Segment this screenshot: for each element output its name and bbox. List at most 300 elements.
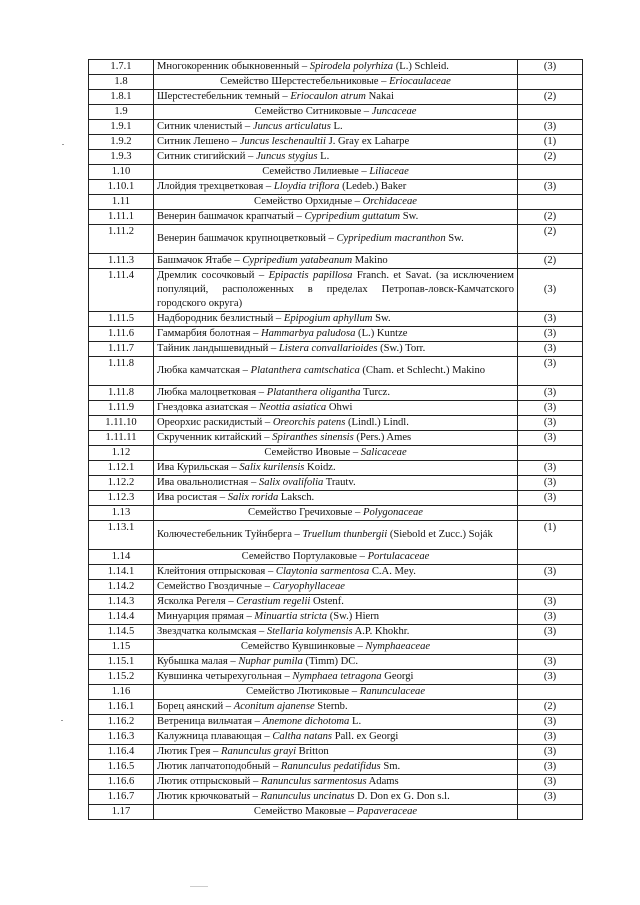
latin-name: Ranunculus grayi	[220, 746, 297, 757]
species-row	[89, 595, 583, 610]
species-row	[89, 431, 583, 446]
status-category	[518, 506, 583, 521]
status-category: (3)	[518, 60, 583, 75]
family-row	[89, 105, 583, 120]
latin-name: Nuphar pumila	[238, 656, 303, 667]
russian-name: Колючестебельник Туйнберга	[157, 529, 292, 540]
russian-name: Венерин башмачок крапчатый	[157, 211, 294, 222]
status-category: (3)	[518, 461, 583, 476]
row-number: 1.9.2	[89, 135, 154, 150]
species-row	[89, 60, 583, 75]
status-category	[518, 195, 583, 210]
status-category	[518, 446, 583, 461]
species-name: Звездчатка колымская – Stellaria kolymensis A.P. Khokhr.	[154, 625, 518, 640]
latin-name: Ranunculus sarmentosus	[260, 776, 367, 787]
russian-name: Ллойдия трехцветковая	[157, 181, 264, 192]
row-number: 1.9.3	[89, 150, 154, 165]
species-row	[89, 476, 583, 491]
species-name: Семейство Гвоздичные – Caryophyllaceae	[154, 580, 518, 595]
family-name: Семейство Орхидные – Orchidaceae	[154, 195, 518, 210]
status-category: (3)	[518, 760, 583, 775]
status-category: (3)	[518, 595, 583, 610]
row-number: 1.16.4	[89, 745, 154, 760]
species-table	[88, 59, 583, 820]
status-category: (2)	[518, 700, 583, 715]
status-category: (3)	[518, 745, 583, 760]
row-number: 1.11.1	[89, 210, 154, 225]
row-number: 1.15	[89, 640, 154, 655]
latin-name: Platanthera oligantha	[266, 387, 361, 398]
species-name: Кубышка малая – Nuphar pumila (Timm) DC.	[154, 655, 518, 670]
family-row	[89, 195, 583, 210]
russian-name: Ситник членистый	[157, 121, 243, 132]
status-category: (3)	[518, 386, 583, 401]
russian-name: Ореорхис раскидистый	[157, 417, 263, 428]
latin-name: Ranunculaceae	[359, 686, 426, 697]
author-citation: Makino	[352, 255, 388, 266]
species-name: Ситник стигийский – Juncus stygius L.	[154, 150, 518, 165]
species-row	[89, 90, 583, 105]
latin-name: Ranunculus uncinatus	[260, 791, 355, 802]
russian-name: Семейство Ситниковые	[254, 106, 362, 117]
status-category: (1)	[518, 521, 583, 550]
author-citation: C.A. Mey.	[369, 566, 416, 577]
row-number: 1.14.5	[89, 625, 154, 640]
latin-name: Listera convallarioides	[278, 343, 378, 354]
latin-name: Cerastium regelii	[236, 596, 311, 607]
status-category: (3)	[518, 790, 583, 805]
row-number: 1.16.7	[89, 790, 154, 805]
latin-name: Truellum thunbergii	[302, 529, 388, 540]
russian-name: Семейство Ивовые	[264, 447, 351, 458]
species-name: Башмачок Ятабе – Cypripedium yatabeanum Makino	[154, 254, 518, 269]
russian-name: Ива Курильская	[157, 462, 229, 473]
species-row	[89, 401, 583, 416]
species-row	[89, 269, 583, 312]
species-name: Лютик лапчатоподобный – Ranunculus pedatifidus Sm.	[154, 760, 518, 775]
russian-name: Тайник ландышевидный	[157, 343, 269, 354]
species-table-body	[89, 60, 583, 820]
row-number: 1.11	[89, 195, 154, 210]
status-category: (3)	[518, 120, 583, 135]
species-name: Дремлик сосочковый – Epipactis papillosa Franch. et Savat. (за исключением популяций, расположенных в пределах Петропав-ловск-Камчатского городского округа)	[154, 269, 518, 312]
status-category: (3)	[518, 312, 583, 327]
author-citation: Laksch.	[278, 492, 315, 503]
species-name: Гнездовка азиатская – Neottia asiatica Ohwi	[154, 401, 518, 416]
russian-name: Борец аянский	[157, 701, 224, 712]
species-row	[89, 565, 583, 580]
species-table-page	[88, 59, 582, 820]
species-name: Калужница плавающая – Caltha natans Pall. ex Georgi	[154, 730, 518, 745]
russian-name: Ива росистая	[157, 492, 218, 503]
status-category: (2)	[518, 254, 583, 269]
row-number: 1.12.2	[89, 476, 154, 491]
russian-name: Ясколка Регеля	[157, 596, 226, 607]
species-row	[89, 180, 583, 195]
russian-name: Кувшинка четырехугольная	[157, 671, 282, 682]
row-number: 1.11.6	[89, 327, 154, 342]
author-citation: Britton	[296, 746, 329, 757]
family-name: Семейство Кувшинковые – Nymphaeaceae	[154, 640, 518, 655]
species-name: Многокоренник обыкновенный – Spirodela polyrhiza (L.) Schleid.	[154, 60, 518, 75]
species-name: Колючестебельник Туйнберга – Truellum thunbergii (Siebold et Zucc.) Soják	[154, 521, 518, 550]
species-row	[89, 715, 583, 730]
russian-name: Многокоренник обыкновенный	[157, 61, 300, 72]
status-category: (3)	[518, 565, 583, 580]
russian-name: Скрученник китайский	[157, 432, 262, 443]
row-number: 1.12.1	[89, 461, 154, 476]
status-category: (3)	[518, 180, 583, 195]
row-number: 1.10	[89, 165, 154, 180]
row-number: 1.14.2	[89, 580, 154, 595]
latin-name: Stellaria kolymensis	[266, 626, 353, 637]
latin-name: Salix rorida	[227, 492, 279, 503]
latin-name: Polygonaceae	[362, 507, 423, 518]
species-name: Ива овальнолистная – Salix ovalifolia Trautv.	[154, 476, 518, 491]
family-name: Семейство Лютиковые – Ranunculaceae	[154, 685, 518, 700]
row-number: 1.15.1	[89, 655, 154, 670]
species-name: Любка камчатская – Platanthera camtschatica (Cham. et Schlecht.) Makino	[154, 357, 518, 386]
row-number: 1.11.4	[89, 269, 154, 312]
author-citation: (Siebold et Zucc.) Soják	[387, 529, 493, 540]
russian-name: Лютик лапчатоподобный	[157, 761, 271, 772]
status-category: (3)	[518, 670, 583, 685]
status-category: (3)	[518, 401, 583, 416]
russian-name: Шерстестебельник темный	[157, 91, 280, 102]
species-name: Ветреница вильчатая – Anemone dichotoma L.	[154, 715, 518, 730]
species-row	[89, 730, 583, 745]
status-category: (3)	[518, 655, 583, 670]
author-citation: (Cham. et Schlecht.) Makino	[359, 365, 486, 376]
species-row	[89, 461, 583, 476]
latin-name: Spiranthes sinensis	[272, 432, 354, 443]
status-category: (2)	[518, 225, 583, 254]
status-category: (3)	[518, 715, 583, 730]
scan-speck	[62, 144, 64, 145]
species-row	[89, 670, 583, 685]
row-number: 1.14.1	[89, 565, 154, 580]
status-category	[518, 75, 583, 90]
species-row	[89, 775, 583, 790]
author-citation: Sm.	[380, 761, 401, 772]
status-category: (3)	[518, 775, 583, 790]
latin-name: Hammarbya paludosa	[260, 328, 356, 339]
species-row	[89, 357, 583, 386]
status-category	[518, 640, 583, 655]
russian-name: Семейство Лилиевые	[262, 166, 359, 177]
russian-name: Семейство Кувшинковые	[240, 641, 355, 652]
row-number: 1.11.7	[89, 342, 154, 357]
row-number: 1.16.2	[89, 715, 154, 730]
row-number: 1.11.8	[89, 357, 154, 386]
row-number: 1.9.1	[89, 120, 154, 135]
status-category: (1)	[518, 135, 583, 150]
species-row	[89, 150, 583, 165]
row-number: 1.17	[89, 805, 154, 820]
latin-name: Salix kurilensis	[239, 462, 305, 473]
row-number: 1.11.11	[89, 431, 154, 446]
family-name: Семейство Лилиевые – Liliaceae	[154, 165, 518, 180]
author-citation: (Pers.) Ames	[353, 432, 412, 443]
latin-name: Salicaceae	[360, 447, 407, 458]
russian-name: Лютик Грея	[157, 746, 211, 757]
species-row	[89, 521, 583, 550]
species-name: Кувшинка четырехугольная – Nymphaea tetragona Georgi	[154, 670, 518, 685]
latin-name: Eriocaulaceae	[389, 76, 451, 87]
latin-name: Neottia asiatica	[258, 402, 327, 413]
row-number: 1.16.6	[89, 775, 154, 790]
species-name: Тайник ландышевидный – Listera convallarioides (Sw.) Torr.	[154, 342, 518, 357]
row-number: 1.7.1	[89, 60, 154, 75]
species-name: Борец аянский – Aconitum ajanense Sternb.	[154, 700, 518, 715]
species-row	[89, 491, 583, 506]
species-row	[89, 386, 583, 401]
latin-name: Liliaceae	[369, 166, 409, 177]
author-citation: (Lindl.) Lindl.	[345, 417, 409, 428]
russian-name: Семейство Маковые	[253, 806, 346, 817]
author-citation: (Ledeb.) Baker	[339, 181, 407, 192]
latin-name: Cypripedium macranthon	[336, 233, 446, 244]
russian-name: Ветреница вильчатая	[157, 716, 252, 727]
status-category: (3)	[518, 431, 583, 446]
row-number: 1.15.2	[89, 670, 154, 685]
species-row	[89, 327, 583, 342]
russian-name: Ситник Лешено	[157, 136, 230, 147]
latin-name: Portulacaceae	[367, 551, 430, 562]
row-number: 1.11.3	[89, 254, 154, 269]
row-number: 1.16.1	[89, 700, 154, 715]
species-row	[89, 342, 583, 357]
species-name: Лютик Грея – Ranunculus grayi Britton	[154, 745, 518, 760]
status-category: (3)	[518, 625, 583, 640]
latin-name: Salix ovalifolia	[258, 477, 324, 488]
family-row	[89, 805, 583, 820]
species-row	[89, 210, 583, 225]
latin-name: Caltha natans	[272, 731, 333, 742]
latin-name: Claytonia sarmentosa	[275, 566, 370, 577]
status-category: (3)	[518, 327, 583, 342]
family-row	[89, 640, 583, 655]
latin-name: Cypripedium yatabeanum	[242, 255, 353, 266]
status-category: (3)	[518, 342, 583, 357]
row-number: 1.13	[89, 506, 154, 521]
latin-name: Nymphaeaceae	[365, 641, 431, 652]
row-number: 1.9	[89, 105, 154, 120]
latin-name: Caryophyllaceae	[272, 581, 345, 592]
species-name: Ситник членистый – Juncus articulatus L.	[154, 120, 518, 135]
author-citation: Sw.	[372, 313, 391, 324]
status-category: (3)	[518, 491, 583, 506]
family-row	[89, 165, 583, 180]
family-name: Семейство Шерстестебельниковые – Eriocaulaceae	[154, 75, 518, 90]
latin-name: Juncus stygius	[255, 151, 318, 162]
latin-name: Juncus articulatus	[252, 121, 331, 132]
family-row	[89, 685, 583, 700]
russian-name: Кубышка малая	[157, 656, 228, 667]
species-name: Ясколка Регеля – Cerastium regelii Ostenf.	[154, 595, 518, 610]
family-name: Семейство Гречиховые – Polygonaceae	[154, 506, 518, 521]
author-citation: Ostenf.	[310, 596, 344, 607]
latin-name: Lloydia triflora	[273, 181, 340, 192]
author-citation: (Timm) DC.	[302, 656, 359, 667]
family-row	[89, 550, 583, 565]
status-category: (3)	[518, 269, 583, 312]
latin-name: Epipogium aphyllum	[283, 313, 373, 324]
latin-name: Spirodela polyrhiza	[309, 61, 394, 72]
row-number: 1.11.10	[89, 416, 154, 431]
family-row	[89, 506, 583, 521]
family-name: Семейство Ивовые – Salicaceae	[154, 446, 518, 461]
species-row	[89, 745, 583, 760]
row-number: 1.11.8	[89, 386, 154, 401]
russian-name: Надбородник безлистный	[157, 313, 274, 324]
latin-name: Epipactis papillosa	[268, 270, 353, 281]
russian-name: Семейство Шерстестебельниковые	[220, 76, 379, 87]
species-name: Венерин башмачок крапчатый – Cypripedium guttatum Sw.	[154, 210, 518, 225]
status-category: (3)	[518, 357, 583, 386]
row-number: 1.16.5	[89, 760, 154, 775]
status-category: (3)	[518, 730, 583, 745]
row-number: 1.16.3	[89, 730, 154, 745]
species-row	[89, 700, 583, 715]
russian-name: Лютик отпрысковый	[157, 776, 251, 787]
species-row	[89, 760, 583, 775]
latin-name: Ranunculus pedatifidus	[280, 761, 381, 772]
species-row	[89, 120, 583, 135]
author-citation: Pall. ex Georgi	[332, 731, 399, 742]
row-number: 1.12	[89, 446, 154, 461]
species-name: Надбородник безлистный – Epipogium aphyllum Sw.	[154, 312, 518, 327]
row-number: 1.11.5	[89, 312, 154, 327]
author-citation: D. Don ex G. Don s.l.	[354, 791, 450, 802]
species-row	[89, 580, 583, 595]
latin-name: Orchidaceae	[362, 196, 417, 207]
author-citation: L.	[317, 151, 330, 162]
status-category	[518, 105, 583, 120]
species-row	[89, 655, 583, 670]
russian-name: Дремлик сосочковый	[157, 270, 255, 281]
author-citation: (L.) Schleid.	[393, 61, 449, 72]
species-name: Ситник Лешено – Juncus leschenaultii J. Gray ex Laharpe	[154, 135, 518, 150]
species-name: Минуарция прямая – Minuartia stricta (Sw.) Hiern	[154, 610, 518, 625]
russian-name: Клейтония отпрысковая	[157, 566, 266, 577]
species-name: Скрученник китайский – Spiranthes sinensis (Pers.) Ames	[154, 431, 518, 446]
species-name: Лютик крючковатый – Ranunculus uncinatus D. Don ex G. Don s.l.	[154, 790, 518, 805]
species-row	[89, 254, 583, 269]
author-citation: Adams	[366, 776, 399, 787]
scan-speck	[190, 886, 208, 887]
latin-name: Aconitum ajanense	[233, 701, 315, 712]
status-category: (3)	[518, 476, 583, 491]
status-category	[518, 550, 583, 565]
author-citation: (Sw.) Hiern	[327, 611, 380, 622]
russian-name: Звездчатка колымская	[157, 626, 257, 637]
russian-name: Семейство Орхидные	[254, 196, 353, 207]
russian-name: Венерин башмачок крупноцветковый	[157, 233, 326, 244]
latin-name: Oreorchis patens	[272, 417, 346, 428]
species-row	[89, 312, 583, 327]
species-row	[89, 416, 583, 431]
author-citation: Ohwi	[326, 402, 353, 413]
status-category	[518, 165, 583, 180]
row-number: 1.14.3	[89, 595, 154, 610]
species-row	[89, 225, 583, 254]
species-name: Ива Курильская – Salix kurilensis Koidz.	[154, 461, 518, 476]
author-citation: L.	[330, 121, 343, 132]
row-number: 1.11.9	[89, 401, 154, 416]
russian-name: Семейство Портулаковые	[241, 551, 357, 562]
row-number: 1.8	[89, 75, 154, 90]
family-name: Семейство Портулаковые – Portulacaceae	[154, 550, 518, 565]
species-name: Шерстестебельник темный – Eriocaulon atrum Nakai	[154, 90, 518, 105]
species-name: Любка малоцветковая – Platanthera oligantha Turcz.	[154, 386, 518, 401]
russian-name: Ситник стигийский	[157, 151, 246, 162]
row-number: 1.13.1	[89, 521, 154, 550]
russian-name: Минуарция прямая	[157, 611, 244, 622]
russian-name: Любка камчатская	[157, 365, 240, 376]
species-name: Ореорхис раскидистый – Oreorchis patens (Lindl.) Lindl.	[154, 416, 518, 431]
species-row	[89, 610, 583, 625]
status-category: (2)	[518, 210, 583, 225]
species-row	[89, 625, 583, 640]
status-category	[518, 805, 583, 820]
russian-name: Семейство Лютиковые	[245, 686, 350, 697]
species-name: Гаммарбия болотная – Hammarbya paludosa (L.) Kuntze	[154, 327, 518, 342]
latin-name: Cypripedium guttatum	[304, 211, 401, 222]
latin-name: Papaveraceae	[356, 806, 418, 817]
species-name: Ива росистая – Salix rorida Laksch.	[154, 491, 518, 506]
russian-name: Лютик крючковатый	[157, 791, 250, 802]
scan-speck	[61, 720, 63, 721]
latin-name: Minuartia stricta	[254, 611, 328, 622]
row-number: 1.10.1	[89, 180, 154, 195]
status-category	[518, 685, 583, 700]
latin-name: Juncaceae	[371, 106, 417, 117]
latin-name: Nymphaea tetragona	[292, 671, 382, 682]
status-category: (2)	[518, 150, 583, 165]
species-row	[89, 790, 583, 805]
row-number: 1.16	[89, 685, 154, 700]
russian-name: Гаммарбия болотная	[157, 328, 251, 339]
russian-name: Ива овальнолистная	[157, 477, 249, 488]
author-citation: Sternb.	[314, 701, 348, 712]
author-citation: Koidz.	[304, 462, 336, 473]
latin-name: Juncus leschenaultii	[239, 136, 326, 147]
row-number: 1.8.1	[89, 90, 154, 105]
author-citation: L.	[349, 716, 362, 727]
author-citation: Sw.	[400, 211, 419, 222]
status-category: (2)	[518, 90, 583, 105]
species-name: Венерин башмачок крупноцветковый – Cypripedium macranthon Sw.	[154, 225, 518, 254]
row-number: 1.11.2	[89, 225, 154, 254]
species-name: Ллойдия трехцветковая – Lloydia triflora (Ledeb.) Baker	[154, 180, 518, 195]
row-number: 1.14	[89, 550, 154, 565]
russian-name: Калужница плавающая	[157, 731, 262, 742]
author-citation: Turcz.	[360, 387, 391, 398]
status-category	[518, 580, 583, 595]
author-citation: Trautv.	[323, 477, 356, 488]
author-citation: A.P. Khokhr.	[352, 626, 410, 637]
family-name: Семейство Маковые – Papaveraceae	[154, 805, 518, 820]
row-number: 1.12.3	[89, 491, 154, 506]
latin-name: Eriocaulon atrum	[290, 91, 366, 102]
russian-name: Башмачок Ятабе	[157, 255, 232, 266]
author-citation: (L.) Kuntze	[355, 328, 408, 339]
author-citation: Franch. et Savat. (за исключением популяций, расположенных в пределах Петропав-ловск-Камчатского городского округа)	[157, 270, 514, 309]
russian-name: Семейство Гречиховые	[248, 507, 353, 518]
family-name: Семейство Ситниковые – Juncaceae	[154, 105, 518, 120]
status-category: (3)	[518, 610, 583, 625]
